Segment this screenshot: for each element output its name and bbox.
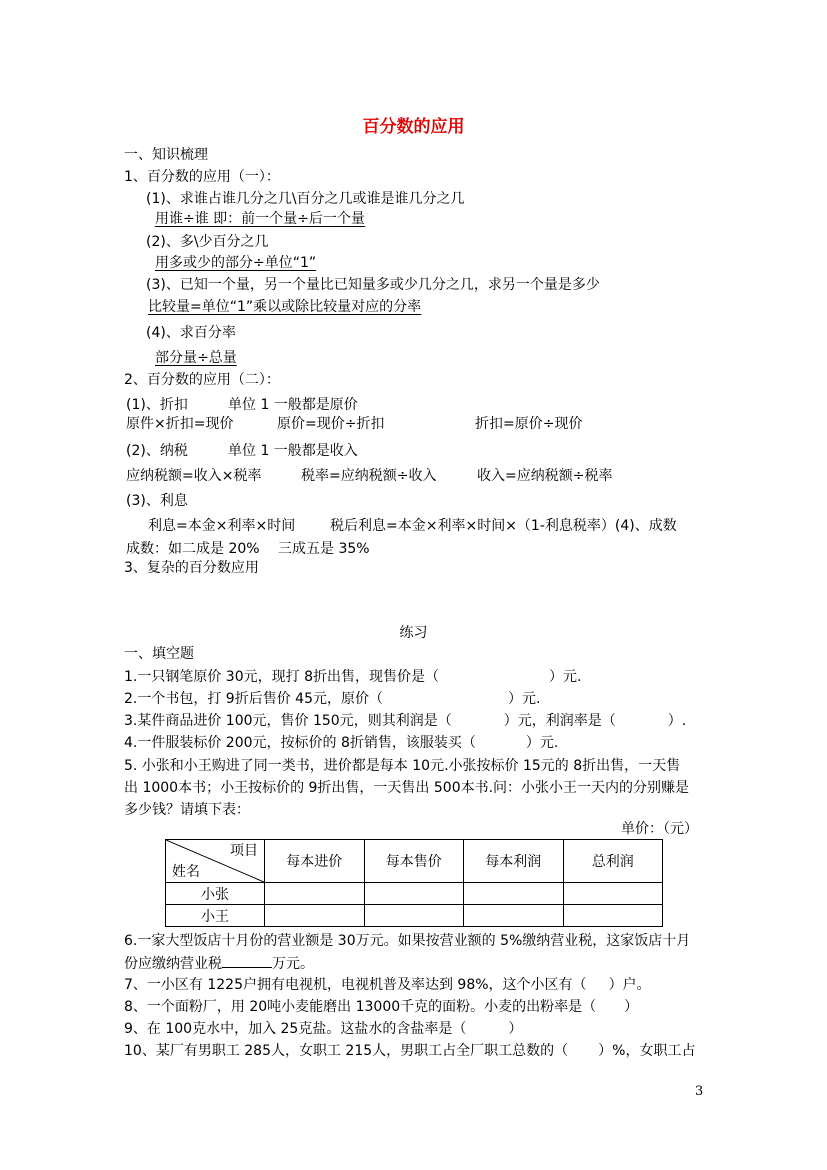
question-7-end: ）户。 (608, 977, 651, 993)
question-4 (124, 733, 558, 753)
question-9: 9、在 100克水中，加入 25克盐。这盐水的含盐率是（ ） (124, 1021, 523, 1037)
table-cell-input[interactable] (265, 905, 365, 927)
question-1-text: 1.一只钢笔原价 30元，现打 8折出售，现售价是（ (124, 669, 439, 685)
row-name: 小张 (166, 883, 265, 905)
tax-note: 单位 1 一般都是收入 (228, 443, 358, 459)
question-6-end: 万元。 (272, 956, 314, 972)
chengshu-line: 成数：如二成是 20% 三成五是 35% (126, 541, 370, 557)
question-2-end: ）元. (507, 691, 541, 707)
table-cell-input[interactable] (464, 905, 564, 927)
column-header: 每本利润 (464, 840, 564, 883)
table-cell-input[interactable] (563, 905, 663, 927)
question-3 (124, 711, 686, 731)
table-cell-input[interactable] (265, 883, 365, 905)
question-6-text: 份应缴纳营业税 (124, 956, 222, 972)
column-header: 每本售价 (364, 840, 464, 883)
table-row (166, 883, 663, 905)
discount-formula-c: 折扣=原价÷现价 (475, 416, 583, 432)
section-1-item-2: (2)、多\少百分之几 (146, 234, 269, 250)
table-cell-input[interactable] (364, 905, 464, 927)
question-10 (124, 1041, 695, 1061)
section-1-item-3: (3)、已知一个量，另一个量比已知量多或少几分之几，求另一个量是多少 (146, 277, 600, 293)
question-5-line-3: 多少钱？请填下表： (124, 802, 250, 818)
section-1-heading: 1、百分数的应用（一）： (124, 169, 280, 185)
discount-formula-b: 原价=现价÷折扣 (277, 416, 385, 432)
discount-heading: (1)、折扣 (126, 397, 188, 413)
interest-heading: (3)、利息 (126, 493, 188, 509)
tax-formula-a: 应纳税额=收入×税率 (126, 468, 262, 484)
question-2-text: 2.一个书包，打 9折后售价 45元，原价（ (124, 691, 383, 707)
section-2-heading: 2、百分数的应用（二）： (124, 372, 280, 388)
section-1-formula-4: 部分量÷总量 (155, 350, 237, 366)
review-heading: 一、知识梳理 (124, 147, 208, 163)
question-4-text: 4.一件服装标价 200元，按标价的 8折销售，该服装买（ (124, 735, 476, 751)
table-row (166, 905, 663, 927)
question-10-end: ）%，女职工占 (598, 1043, 696, 1059)
section-3-heading: 3、复杂的百分数应用 (124, 560, 259, 576)
question-5-line-1: 5. 小张和小王购进了同一类书，进价都是每本 10元.小张按标价 15元的 8折出售，一天售 (124, 758, 681, 774)
question-2 (124, 689, 540, 709)
question-4-end: ）元. (525, 735, 559, 751)
section-1-formula-3: 比较量=单位“1”乘以或除比较量对应的分率 (148, 299, 422, 315)
table-cell-input[interactable] (364, 883, 464, 905)
corner-row-label: 姓名 (172, 864, 200, 880)
discount-note: 单位 1 一般都是原价 (228, 397, 358, 413)
column-header: 总利润 (563, 840, 663, 883)
corner-cell (166, 840, 265, 883)
question-1-end: ）元. (548, 669, 582, 685)
column-header: 每本进价 (265, 840, 365, 883)
question-7-text: 7、一小区有 1225户拥有电视机，电视机普及率达到 98%，这个小区有（ (124, 977, 587, 993)
section-1-item-4: (4)、求百分率 (146, 325, 236, 341)
answer-blank[interactable] (222, 953, 272, 968)
question-5-line-2: 出 1000本书；小王按标价的 9折出售，一天售出 500本书.问：小张小王一天内的分别赚是 (124, 780, 690, 796)
section-1-item-1: (1)、求谁占谁几分之几\百分之几或谁是谁几分之几 (146, 191, 465, 207)
question-7 (124, 975, 651, 995)
question-3-end: ）. (667, 713, 687, 729)
discount-formula-a: 原件×折扣=现价 (126, 416, 234, 432)
question-6-line-2 (124, 953, 314, 974)
tax-heading: (2)、纳税 (126, 443, 188, 459)
interest-formula-b: 税后利息=本金×利率×时间×（1-利息税率）(4)、成数 (330, 518, 677, 534)
table-header-row (166, 840, 663, 883)
question-3-mid: ）元，利润率是（ (503, 713, 616, 729)
question-3-text: 3.某件商品进价 100元，售价 150元，则其利润是（ (124, 713, 452, 729)
fill-in-heading: 一、填空题 (124, 646, 194, 662)
interest-formula-a: 利息=本金×利率×时间 (148, 518, 296, 534)
page-number: 3 (695, 1084, 704, 1099)
question-6-line-1: 6.一家大型饭店十月份的营业额是 30万元。如果按营业额的 5%缴纳营业税，这家饭店十月 (124, 933, 691, 949)
question-10-text: 10、某厂有男职工 285人，女职工 215人，男职工占全厂职工总数的（ (124, 1043, 569, 1059)
question-8: 8、一个面粉厂，用 20吨小麦能磨出 13000千克的面粉。小麦的出粉率是（ ） (124, 999, 639, 1015)
table-cell-input[interactable] (464, 883, 564, 905)
section-1-formula-1: 用谁÷谁 即：前一个量÷后一个量 (155, 211, 365, 227)
practice-heading: 练习 (399, 625, 428, 641)
table-cell-input[interactable] (563, 883, 663, 905)
tax-formula-c: 收入=应纳税额÷税率 (477, 468, 613, 484)
profit-table (165, 839, 663, 927)
tax-formula-b: 税率=应纳税额÷收入 (301, 468, 437, 484)
row-name: 小王 (166, 905, 265, 927)
section-1-formula-2: 用多或少的部分÷单位“1” (155, 255, 317, 271)
question-1 (124, 667, 581, 687)
unit-label: 单价：（元） (621, 821, 698, 837)
page-title: 百分数的应用 (362, 117, 465, 137)
corner-header-label: 项目 (230, 843, 258, 859)
